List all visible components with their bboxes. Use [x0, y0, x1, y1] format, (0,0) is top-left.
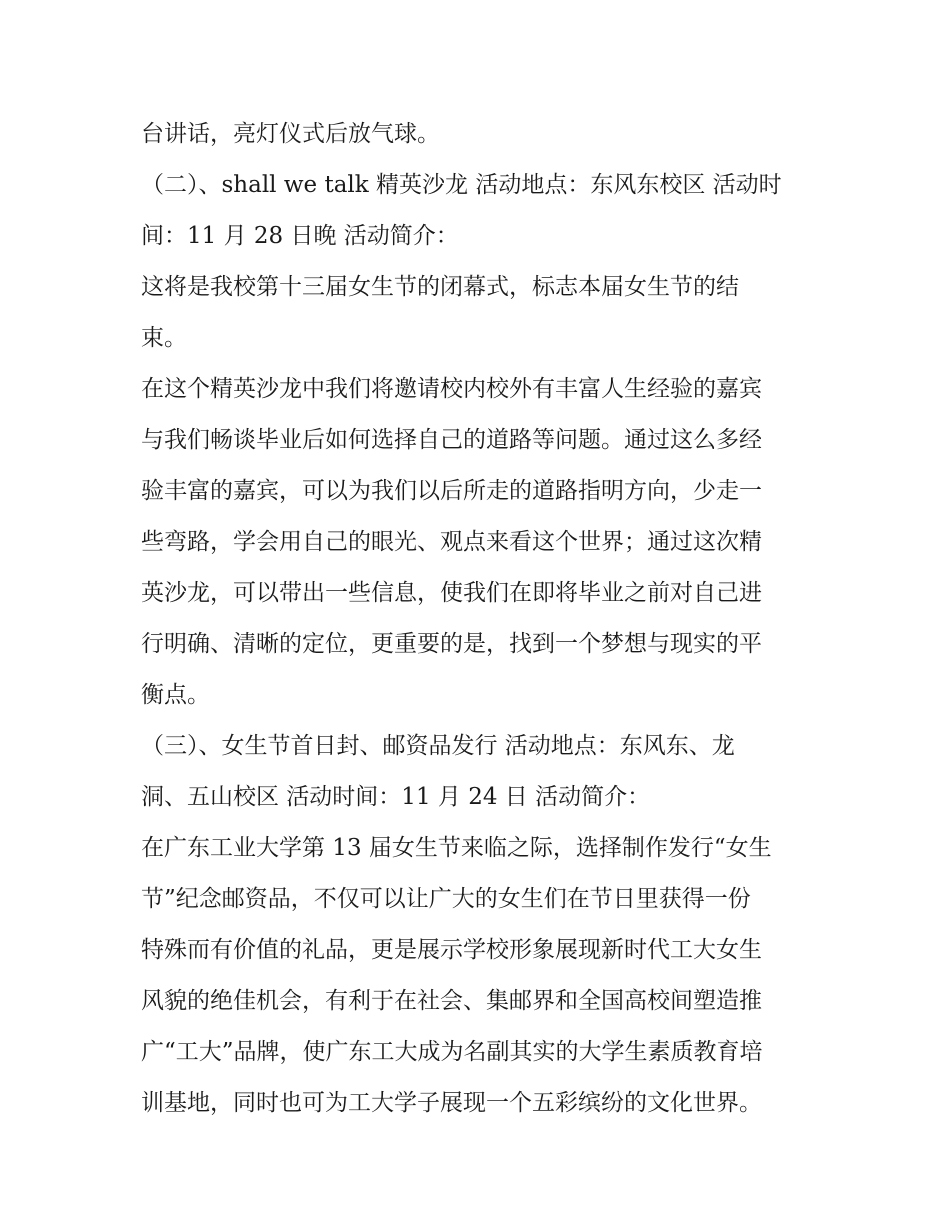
text-line: 特殊而有价值的礼品，更是展示学校形象展现新时代工大女生 [141, 937, 762, 963]
body-text [141, 109, 821, 1129]
text-line: 在这个精英沙龙中我们将邀请校内校外有丰富人生经验的嘉宾 [141, 376, 762, 402]
text-line: 这将是我校第十三届女生节的闭幕式，标志本届女生节的结 [141, 274, 739, 300]
text-line: 衡点。 [141, 682, 210, 708]
text-line: 英沙龙，可以带出一些信息，使我们在即将毕业之前对自己进 [141, 580, 762, 606]
text-line: 风貌的绝佳机会，有利于在社会、集邮界和全国高校间塑造推 [141, 988, 762, 1014]
text-line: （三）、女生节首日封、邮资品发行 活动地点：东风东、龙 [141, 733, 735, 759]
text-line: 与我们畅谈毕业后如何选择自己的道路等问题。通过这么多经 [141, 427, 762, 453]
text-line: 训基地，同时也可为工大学子展现一个五彩缤纷的文化世界。 [141, 1090, 762, 1116]
text-line: 在广东工业大学第 13 届女生节来临之际，选择制作发行“女生 [141, 835, 772, 861]
text-line: （二）、shall we talk 精英沙龙 活动地点：东风东校区 活动时 [141, 172, 782, 198]
text-line: 洞、五山校区 活动时间：11 月 24 日 活动简介： [141, 784, 651, 810]
text-line: 节”纪念邮资品，不仅可以让广大的女生们在节日里获得一份 [141, 886, 751, 912]
text-line: 台讲话，亮灯仪式后放气球。 [141, 121, 440, 147]
text-line: 广“工大”品牌，使广东工大成为名副其实的大学生素质教育培 [141, 1039, 763, 1065]
text-line: 验丰富的嘉宾，可以为我们以后所走的道路指明方向，少走一 [141, 478, 762, 504]
text-line: 束。 [141, 325, 187, 351]
text-line: 间：11 月 28 日晚 活动简介： [141, 223, 459, 249]
text-line: 些弯路，学会用自己的眼光、观点来看这个世界；通过这次精 [141, 529, 762, 555]
text-line: 行明确、清晰的定位，更重要的是，找到一个梦想与现实的平 [141, 631, 762, 657]
